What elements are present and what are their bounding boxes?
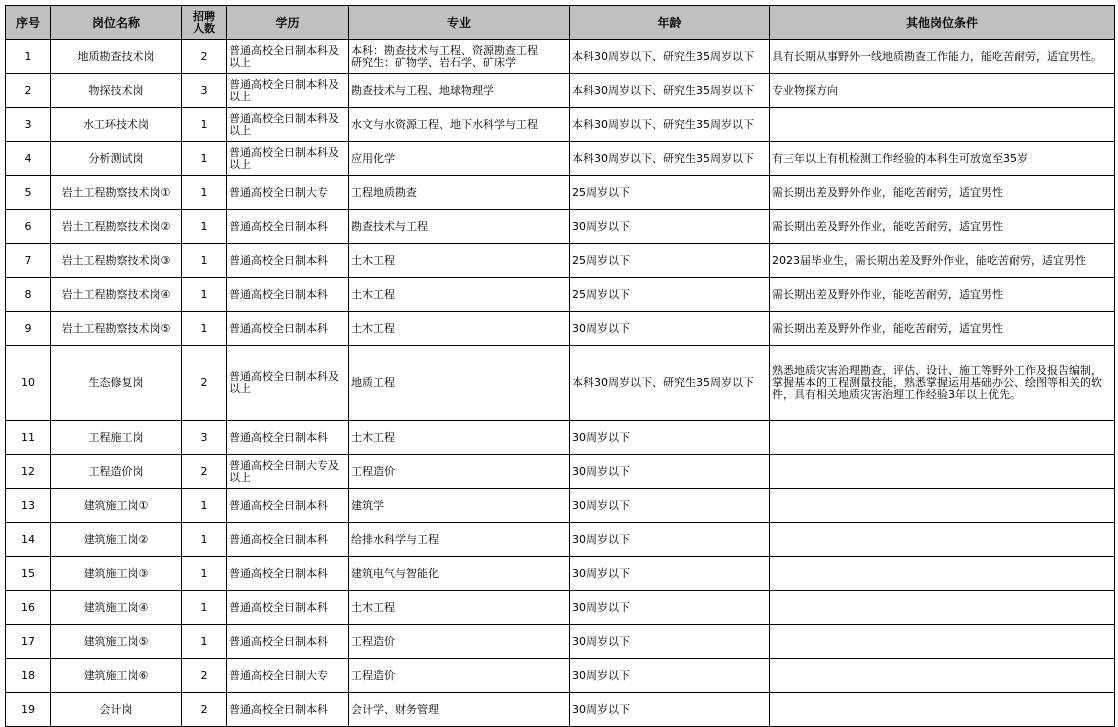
cell-count: 3 [182, 74, 227, 108]
cell-position: 岩土工程勘察技术岗⑤ [51, 312, 182, 346]
table-row [6, 591, 1115, 625]
table-row [6, 278, 1115, 312]
cell-age: 30周岁以下 [570, 455, 770, 489]
header-other: 其他岗位条件 [770, 6, 1115, 40]
cell-education: 普通高校全日制本科 [227, 591, 349, 625]
cell-major: 土木工程 [349, 278, 570, 312]
cell-count: 1 [182, 210, 227, 244]
cell-position: 建筑施工岗⑥ [51, 659, 182, 693]
cell-education: 普通高校全日制本科 [227, 278, 349, 312]
cell-position: 分析测试岗 [51, 142, 182, 176]
table-row [6, 142, 1115, 176]
table-row [6, 74, 1115, 108]
cell-major: 工程地质勘查 [349, 176, 570, 210]
cell-major: 水文与水资源工程、地下水科学与工程 [349, 108, 570, 142]
cell-major: 地质工程 [349, 346, 570, 421]
cell-age: 本科30周岁以下、研究生35周岁以下 [570, 74, 770, 108]
cell-age: 30周岁以下 [570, 625, 770, 659]
cell-count: 2 [182, 659, 227, 693]
cell-count: 1 [182, 557, 227, 591]
table-row [6, 421, 1115, 455]
table-row [6, 40, 1115, 74]
cell-count: 1 [182, 312, 227, 346]
cell-seq: 8 [6, 278, 51, 312]
cell-major: 土木工程 [349, 591, 570, 625]
cell-seq: 15 [6, 557, 51, 591]
table-row [6, 108, 1115, 142]
cell-count: 2 [182, 693, 227, 727]
cell-seq: 17 [6, 625, 51, 659]
cell-other [770, 591, 1115, 625]
cell-seq: 3 [6, 108, 51, 142]
cell-count: 1 [182, 489, 227, 523]
cell-age: 30周岁以下 [570, 421, 770, 455]
cell-age: 本科30周岁以下、研究生35周岁以下 [570, 108, 770, 142]
cell-position: 建筑施工岗⑤ [51, 625, 182, 659]
cell-other: 需长期出差及野外作业，能吃苦耐劳，适宜男性 [770, 176, 1115, 210]
cell-position: 岩土工程勘察技术岗④ [51, 278, 182, 312]
cell-education: 普通高校全日制本科 [227, 523, 349, 557]
cell-seq: 11 [6, 421, 51, 455]
cell-age: 30周岁以下 [570, 659, 770, 693]
cell-age: 30周岁以下 [570, 591, 770, 625]
cell-major: 土木工程 [349, 312, 570, 346]
table-row [6, 625, 1115, 659]
cell-age: 30周岁以下 [570, 210, 770, 244]
cell-seq: 1 [6, 40, 51, 74]
cell-age: 30周岁以下 [570, 693, 770, 727]
cell-major: 勘查技术与工程 [349, 210, 570, 244]
cell-other: 2023届毕业生，需长期出差及野外作业，能吃苦耐劳，适宜男性 [770, 244, 1115, 278]
cell-other: 熟悉地质灾害治理勘查、评估、设计、施工等野外工作及报告编制，掌握基本的工程测量技能，熟悉掌握运用基础办公、绘图等相关的软件，具有相关地质灾害治理工作经验3年以上优先。 [770, 346, 1115, 421]
table-row [6, 557, 1115, 591]
cell-other [770, 523, 1115, 557]
cell-education: 普通高校全日制本科 [227, 210, 349, 244]
cell-major: 给排水科学与工程 [349, 523, 570, 557]
cell-major: 应用化学 [349, 142, 570, 176]
table-row [6, 244, 1115, 278]
cell-position: 地质勘查技术岗 [51, 40, 182, 74]
cell-position: 生态修复岗 [51, 346, 182, 421]
cell-other [770, 693, 1115, 727]
cell-education: 普通高校全日制本科 [227, 312, 349, 346]
cell-other [770, 557, 1115, 591]
cell-seq: 14 [6, 523, 51, 557]
cell-major: 勘查技术与工程、地球物理学 [349, 74, 570, 108]
cell-other [770, 455, 1115, 489]
cell-position: 会计岗 [51, 693, 182, 727]
cell-seq: 16 [6, 591, 51, 625]
cell-other [770, 659, 1115, 693]
recruitment-table [5, 5, 1115, 727]
table-row [6, 346, 1115, 421]
cell-age: 本科30周岁以下、研究生35周岁以下 [570, 40, 770, 74]
table-row [6, 312, 1115, 346]
cell-age: 30周岁以下 [570, 523, 770, 557]
cell-count: 2 [182, 40, 227, 74]
cell-count: 1 [182, 625, 227, 659]
cell-major: 工程造价 [349, 455, 570, 489]
cell-education: 普通高校全日制本科及以上 [227, 142, 349, 176]
cell-major: 会计学、财务管理 [349, 693, 570, 727]
table-body [6, 40, 1115, 727]
cell-major: 土木工程 [349, 244, 570, 278]
cell-position: 建筑施工岗② [51, 523, 182, 557]
cell-seq: 19 [6, 693, 51, 727]
cell-major: 建筑电气与智能化 [349, 557, 570, 591]
cell-other: 需长期出差及野外作业，能吃苦耐劳，适宜男性 [770, 210, 1115, 244]
table-row [6, 523, 1115, 557]
cell-major: 工程造价 [349, 625, 570, 659]
cell-education: 普通高校全日制大专 [227, 176, 349, 210]
cell-age: 25周岁以下 [570, 244, 770, 278]
cell-seq: 13 [6, 489, 51, 523]
cell-other: 需长期出差及野外作业，能吃苦耐劳，适宜男性 [770, 278, 1115, 312]
cell-age: 30周岁以下 [570, 489, 770, 523]
cell-count: 1 [182, 244, 227, 278]
cell-count: 1 [182, 108, 227, 142]
header-count: 招聘 人数 [182, 6, 227, 40]
cell-count: 1 [182, 176, 227, 210]
cell-education: 普通高校全日制本科 [227, 693, 349, 727]
cell-position: 工程造价岗 [51, 455, 182, 489]
cell-position: 物探技术岗 [51, 74, 182, 108]
cell-age: 25周岁以下 [570, 278, 770, 312]
cell-seq: 12 [6, 455, 51, 489]
cell-count: 2 [182, 455, 227, 489]
cell-age: 本科30周岁以下、研究生35周岁以下 [570, 142, 770, 176]
cell-seq: 9 [6, 312, 51, 346]
cell-major: 土木工程 [349, 421, 570, 455]
header-position: 岗位名称 [51, 6, 182, 40]
cell-count: 2 [182, 346, 227, 421]
cell-other: 专业物探方向 [770, 74, 1115, 108]
table-row [6, 176, 1115, 210]
cell-education: 普通高校全日制大专及以上 [227, 455, 349, 489]
cell-position: 岩土工程勘察技术岗② [51, 210, 182, 244]
cell-seq: 18 [6, 659, 51, 693]
cell-education: 普通高校全日制本科 [227, 489, 349, 523]
cell-age: 本科30周岁以下、研究生35周岁以下 [570, 346, 770, 421]
cell-position: 岩土工程勘察技术岗③ [51, 244, 182, 278]
table-row [6, 455, 1115, 489]
cell-other: 有三年以上有机检测工作经验的本科生可放宽至35岁 [770, 142, 1115, 176]
cell-position: 岩土工程勘察技术岗① [51, 176, 182, 210]
cell-position: 建筑施工岗① [51, 489, 182, 523]
cell-count: 1 [182, 142, 227, 176]
cell-education: 普通高校全日制本科及以上 [227, 346, 349, 421]
cell-age: 30周岁以下 [570, 312, 770, 346]
cell-other [770, 108, 1115, 142]
cell-age: 25周岁以下 [570, 176, 770, 210]
cell-other [770, 625, 1115, 659]
table-row [6, 210, 1115, 244]
cell-count: 3 [182, 421, 227, 455]
header-education: 学历 [227, 6, 349, 40]
cell-education: 普通高校全日制本科 [227, 244, 349, 278]
cell-age: 30周岁以下 [570, 557, 770, 591]
table-row [6, 489, 1115, 523]
cell-seq: 2 [6, 74, 51, 108]
cell-position: 建筑施工岗③ [51, 557, 182, 591]
cell-seq: 4 [6, 142, 51, 176]
cell-seq: 10 [6, 346, 51, 421]
cell-education: 普通高校全日制本科及以上 [227, 108, 349, 142]
cell-education: 普通高校全日制本科及以上 [227, 74, 349, 108]
cell-other [770, 421, 1115, 455]
cell-position: 工程施工岗 [51, 421, 182, 455]
cell-other [770, 489, 1115, 523]
cell-education: 普通高校全日制本科 [227, 557, 349, 591]
cell-education: 普通高校全日制本科 [227, 625, 349, 659]
cell-education: 普通高校全日制本科及以上 [227, 40, 349, 74]
cell-education: 普通高校全日制大专 [227, 659, 349, 693]
cell-education: 普通高校全日制本科 [227, 421, 349, 455]
cell-count: 1 [182, 278, 227, 312]
header-row [6, 6, 1115, 40]
cell-position: 水工环技术岗 [51, 108, 182, 142]
header-major: 专业 [349, 6, 570, 40]
cell-seq: 5 [6, 176, 51, 210]
cell-position: 建筑施工岗④ [51, 591, 182, 625]
cell-major: 工程造价 [349, 659, 570, 693]
cell-count: 1 [182, 591, 227, 625]
cell-major: 建筑学 [349, 489, 570, 523]
cell-count: 1 [182, 523, 227, 557]
header-seq: 序号 [6, 6, 51, 40]
table-row [6, 659, 1115, 693]
table-row [6, 693, 1115, 727]
cell-seq: 7 [6, 244, 51, 278]
header-age: 年龄 [570, 6, 770, 40]
cell-major: 本科：勘查技术与工程、资源勘查工程 研究生：矿物学、岩石学、矿床学 [349, 40, 570, 74]
cell-other: 具有长期从事野外一线地质勘查工作能力，能吃苦耐劳，适宜男性。 [770, 40, 1115, 74]
cell-other: 需长期出差及野外作业，能吃苦耐劳，适宜男性 [770, 312, 1115, 346]
cell-seq: 6 [6, 210, 51, 244]
